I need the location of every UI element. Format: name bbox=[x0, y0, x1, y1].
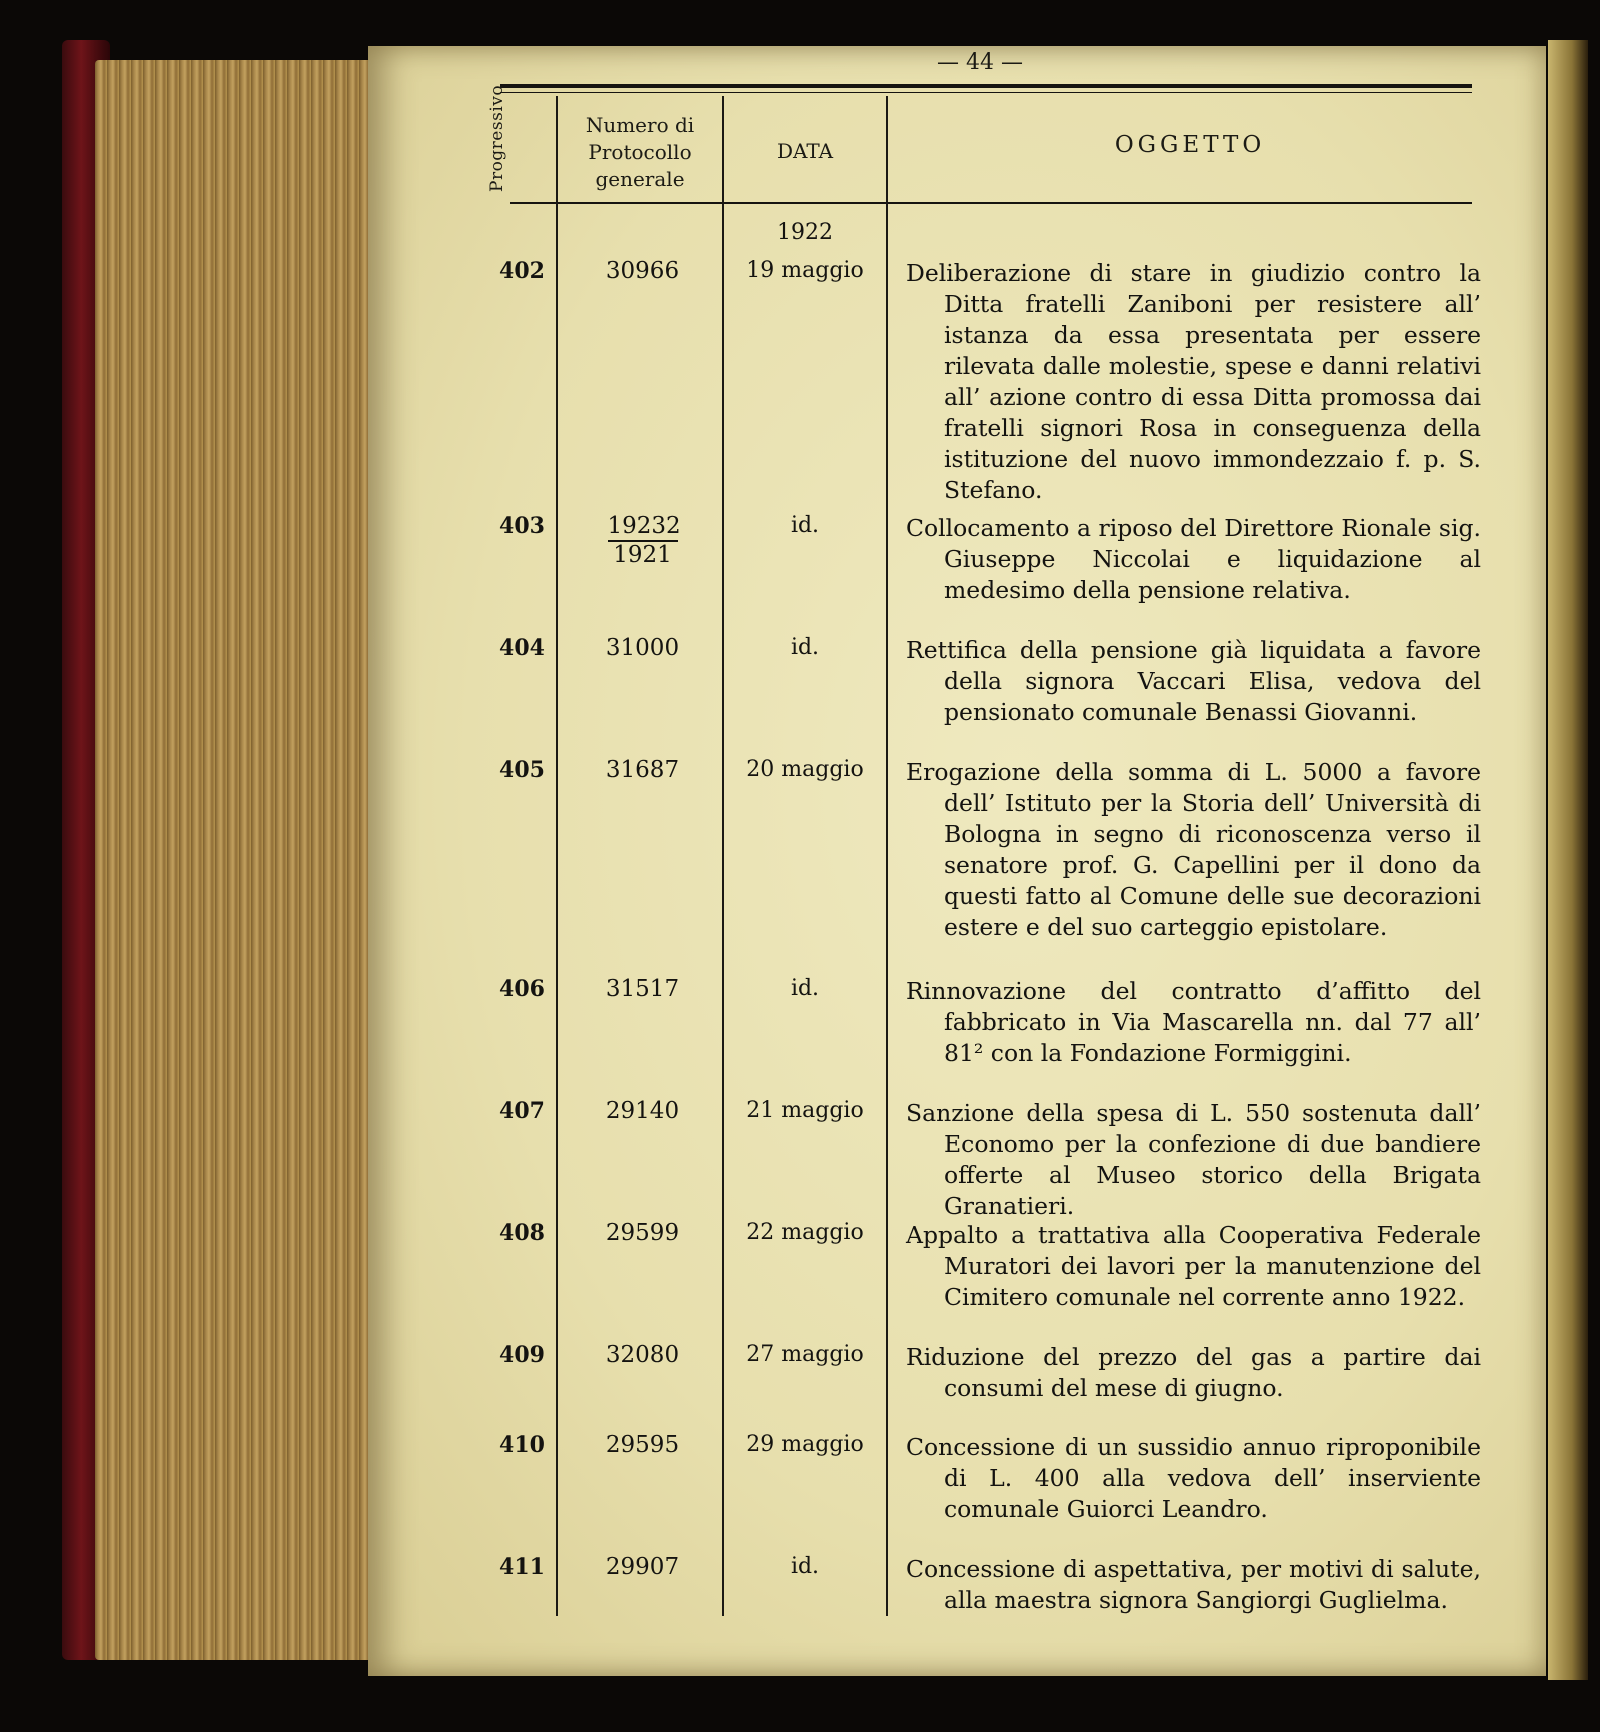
column-divider-2 bbox=[722, 96, 724, 1616]
entry-number: 409 bbox=[499, 1342, 545, 1368]
entry-date: id. bbox=[790, 976, 820, 1001]
entry-subject: Concessione di un sussidio annuo riproponibile di L. 400 alla vedova dell’ inserviente comunale Guiorci Leandro. bbox=[906, 1433, 1481, 1523]
entry-number: 402 bbox=[499, 258, 545, 284]
top-rule-thin bbox=[500, 92, 1472, 93]
header-rule bbox=[510, 202, 1472, 204]
entry-subject: Rettifica della pensione già liquidata a favore della signora Vaccari Elisa, vedova del pensionato comunale Benassi Giovanni. bbox=[906, 636, 1481, 726]
entry-subject: Erogazione della somma di L. 5000 a favore dell’ Istituto per la Storia dell’ Università di Bologna in segno di riconoscenza verso il senatore prof. G. Capellini per il dono da questi fatto al Comune delle sue decorazioni estere e del suo carteggio epistolare. bbox=[906, 758, 1481, 941]
entry-date: 19 maggio bbox=[746, 258, 864, 283]
entry-subject: Collocamento a riposo del Direttore Rionale sig. Giuseppe Niccolai e liquidazione al medesimo della pensione relativa. bbox=[906, 514, 1481, 604]
header-progressivo: Progressivo bbox=[487, 84, 507, 192]
entry-protocol bbox=[570, 513, 715, 568]
entry-protocol: 29907 bbox=[605, 1554, 680, 1580]
header-oggetto: OGGETTO bbox=[1114, 132, 1266, 158]
entry-number: 411 bbox=[499, 1554, 545, 1580]
entry-number: 407 bbox=[499, 1098, 545, 1124]
entry-number: 403 bbox=[499, 513, 545, 539]
entry-number: 406 bbox=[499, 976, 545, 1002]
protocol-number: 19232 bbox=[608, 513, 678, 542]
entry-number: 405 bbox=[499, 757, 545, 783]
entry-date: 29 maggio bbox=[746, 1432, 864, 1457]
protocol-year: 1921 bbox=[613, 542, 672, 568]
entry-subject: Appalto a trattativa alla Cooperativa Federale Muratori dei lavori per la manutenzione del Cimitero comunale nel corrente anno 1922. bbox=[906, 1221, 1481, 1311]
entry-date: 20 maggio bbox=[746, 757, 864, 782]
column-divider-3 bbox=[886, 96, 888, 1616]
entry-protocol: 29599 bbox=[605, 1220, 680, 1246]
facing-page-edge bbox=[1548, 40, 1588, 1680]
entry-date: 27 maggio bbox=[746, 1342, 864, 1367]
top-rule-thick bbox=[500, 84, 1472, 88]
header-protocollo: Numero di Protocollo generale bbox=[585, 113, 695, 191]
entry-subject: Deliberazione di stare in giudizio contro la Ditta fratelli Zaniboni per resistere all’ istanza da essa presentata per essere rilevata dalle molestie, spese e danni relativi all’ azione contro di essa Ditta promossa dai fratelli signori Rosa in conseguenza della istituzione del nuovo immondezzaio f. p. S. Stefano. bbox=[906, 259, 1481, 504]
page-stack-edge bbox=[95, 60, 375, 1660]
entry-subject: Concessione di aspettativa, per motivi di salute, alla maestra signora Sangiorgi Guglielma. bbox=[906, 1555, 1481, 1614]
entry-date: id. bbox=[790, 635, 820, 660]
entry-number: 408 bbox=[499, 1220, 545, 1246]
entry-protocol: 32080 bbox=[605, 1342, 680, 1368]
column-divider-1 bbox=[556, 96, 558, 1616]
page-number: — 44 — bbox=[937, 50, 1023, 75]
entry-subject: Rinnovazione del contratto d’affitto del fabbricato in Via Mascarella nn. dal 77 all’ 81² con la Fondazione Formiggini. bbox=[906, 977, 1481, 1067]
entry-subject: Sanzione della spesa di L. 550 sostenuta dall’ Economo per la confezione di due bandiere offerte al Museo storico della Brigata Granatieri. bbox=[906, 1099, 1481, 1220]
entry-protocol: 29595 bbox=[605, 1432, 680, 1458]
entry-number: 410 bbox=[499, 1432, 545, 1458]
entry-protocol: 31517 bbox=[605, 976, 680, 1002]
entry-subject: Riduzione del prezzo del gas a partire dai consumi del mese di giugno. bbox=[906, 1343, 1481, 1402]
header-data: DATA bbox=[776, 139, 834, 163]
entry-protocol: 30966 bbox=[605, 258, 680, 284]
entry-date: 21 maggio bbox=[746, 1098, 864, 1123]
entry-date: id. bbox=[790, 1554, 820, 1579]
year-label: 1922 bbox=[777, 220, 833, 245]
entry-protocol: 31000 bbox=[605, 635, 680, 661]
entry-number: 404 bbox=[499, 635, 545, 661]
entry-date: id. bbox=[790, 513, 820, 538]
entry-protocol: 29140 bbox=[605, 1098, 680, 1124]
entry-date: 22 maggio bbox=[746, 1220, 864, 1245]
entry-protocol: 31687 bbox=[605, 757, 680, 783]
